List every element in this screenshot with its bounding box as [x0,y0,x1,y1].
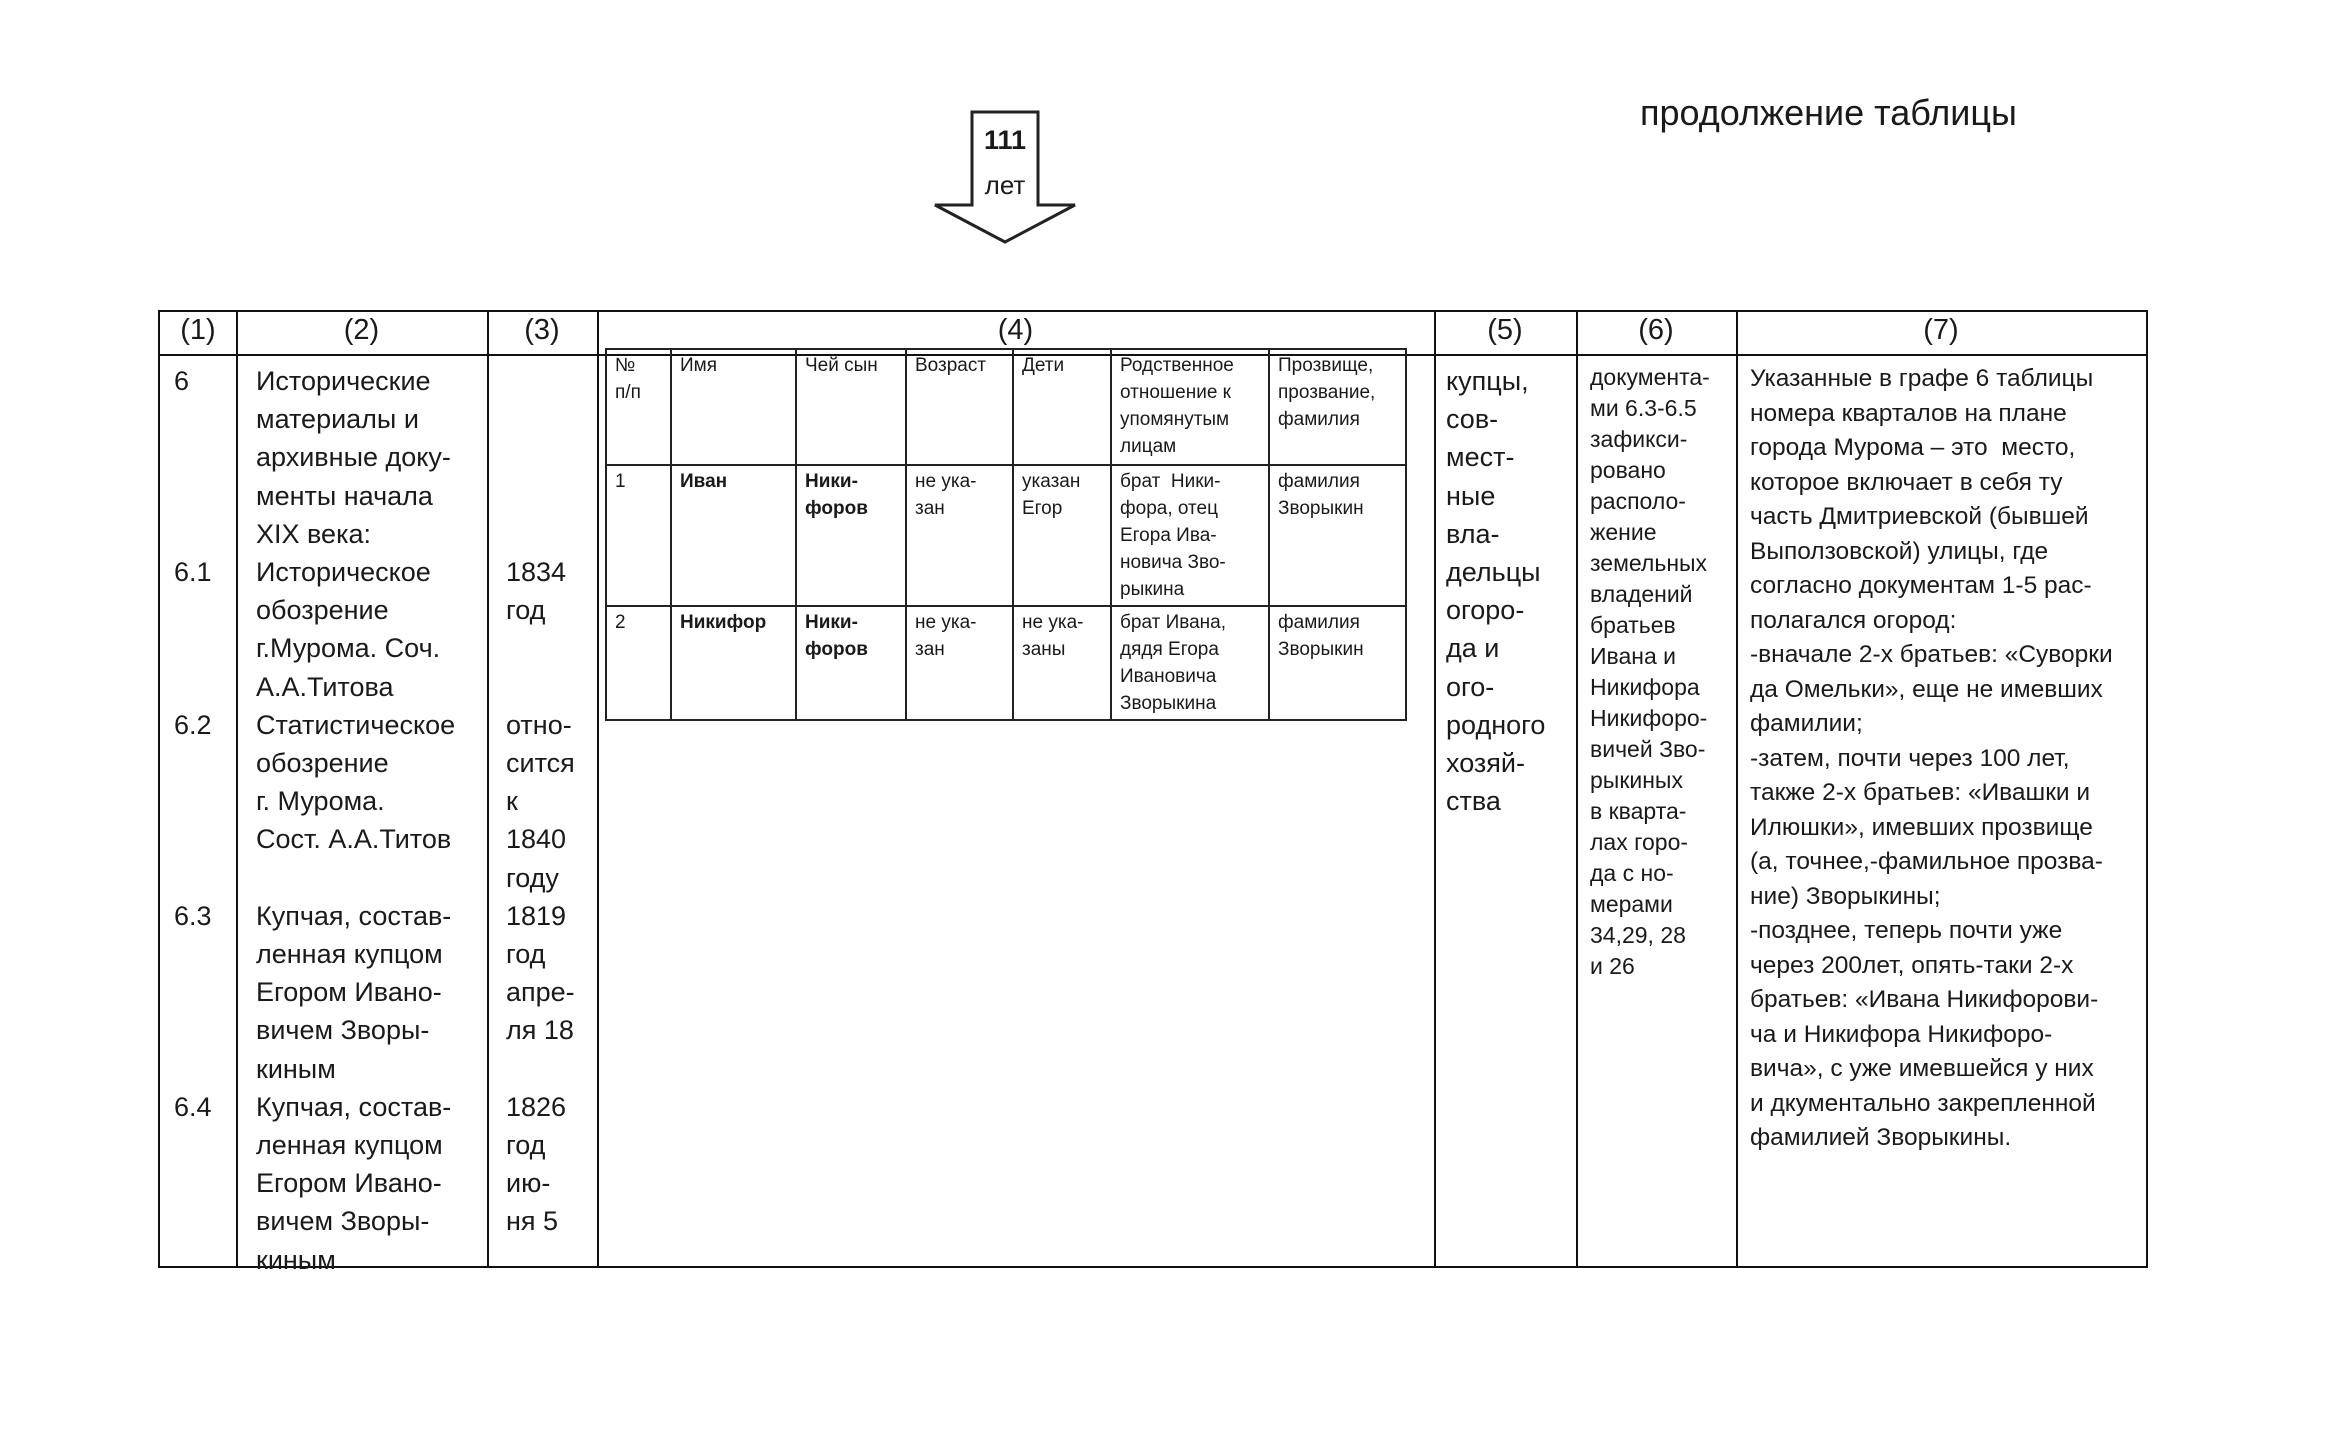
cell-notes: Указанные в графе 6 таблицы номера кварталов на плане города Мурома – это место, которое включает в себя ту часть Дмитриевской (бывшей Выползовской) улицы, где согласно документам 1-5 рас- полагался огород: -вначале 2-х братьев: «Суворки да Омельки», еще не имевших фамилии; -затем, почти через 100 лет, также 2-х братьев: «Ивашки и Илюшки», имевших прозвище (а, точнее,-фамильное прозва- ние) Зворыкины; -позднее, теперь почти уже через 200лет, опять-таки 2-х братьев: «Ивана Никифорови- ча и Никифора Никифоро- вича», с уже имевшейся у них и дкументально закрепленной фамилией Зворыкины. [1750,365,2113,1151]
inner-header-cell: Чей сын [796,349,906,465]
table-cell: Ники- форов [796,606,906,720]
column-header-1: (1) [180,314,216,346]
table-cell: Иван [671,465,796,606]
table-cell: не ука- зан [906,606,1013,720]
table-row [606,465,1406,606]
table-cell: не ука- зан [906,465,1013,606]
table-cell: брат Ники- фора, отец Егора Ива- новича Зво- рыкина [1111,465,1269,606]
column-header-6: (6) [1638,314,1674,346]
table-cell: указан Егор [1013,465,1111,606]
inner-header-cell: Дети [1013,349,1111,465]
table-cell: 2 [606,606,671,720]
inner-header-cell: Прозвище, прозвание, фамилия [1269,349,1406,465]
inner-header-row [606,349,1406,465]
column-header-2: (2) [343,314,380,346]
inner-header-cell: № п/п [606,349,671,465]
table-cell: фамилия Зворыкин [1269,465,1406,606]
cell-item-numbers: 6 6.1 6.2 6.3 6.4 [174,366,212,1122]
table-cell: фамилия Зворыкин [1269,606,1406,720]
column-divider [1736,312,1738,1266]
table-cell: Ники- форов [796,465,906,606]
cell-sources: Исторические материалы и архивные доку- менты начала XIX века: Историческое обозрение г.Мурома. Соч. А.А.Титова Статистическое обозрение г. Мурома. Сост. А.А.Титов Купчая, состав- ленная купцом Егором Ивано- вичем Зворы- киным Купчая, состав- ленная купцом Егором Ивано- вичем Зворы- киным [256,366,456,1275]
column-divider [1434,312,1436,1266]
table-row [606,606,1406,720]
column-divider [487,312,489,1266]
table-cell: брат Ивана, дядя Егора Ивановича Зворыкина [1111,606,1269,720]
column-divider [597,312,599,1266]
column-divider [236,312,238,1266]
column-header-7: (7) [1923,314,1959,346]
column-header-3: (3) [524,314,560,346]
inner-header-cell: Имя [671,349,796,465]
column-header-4: (4) [997,314,1034,346]
inner-header-cell: Родственное отношение к упомянутым лицам [1111,349,1269,465]
arrow-years: 111 [983,125,1027,155]
cell-status: купцы, сов- мест- ные вла- дельцы огоро- да и ого- родного хозяй- ства [1446,366,1546,817]
inner-header-cell: Возраст [906,349,1013,465]
table-cell: 1 [606,465,671,606]
inner-table [605,348,1407,721]
arrow-unit: лет [984,170,1026,200]
table-cell: не ука- заны [1013,606,1111,720]
page-heading: продолжение таблицы [1640,92,2017,133]
cell-dates: 1834 год отно- сится к 1840 году 1819 год апре- ля 18 1826 год ию- ня 5 [506,557,575,1237]
column-header-5: (5) [1487,314,1523,346]
column-divider [1576,312,1578,1266]
table-cell: Никифор [671,606,796,720]
cell-documents: документа- ми 6.3-6.5 зафикси- ровано располо- жение земельных владений братьев Ивана и Никифора Никифоро- вичей Зво- рыкиных в кварта- лах горо- да с но- мерами 34,29, 28 и 26 [1590,364,1710,979]
